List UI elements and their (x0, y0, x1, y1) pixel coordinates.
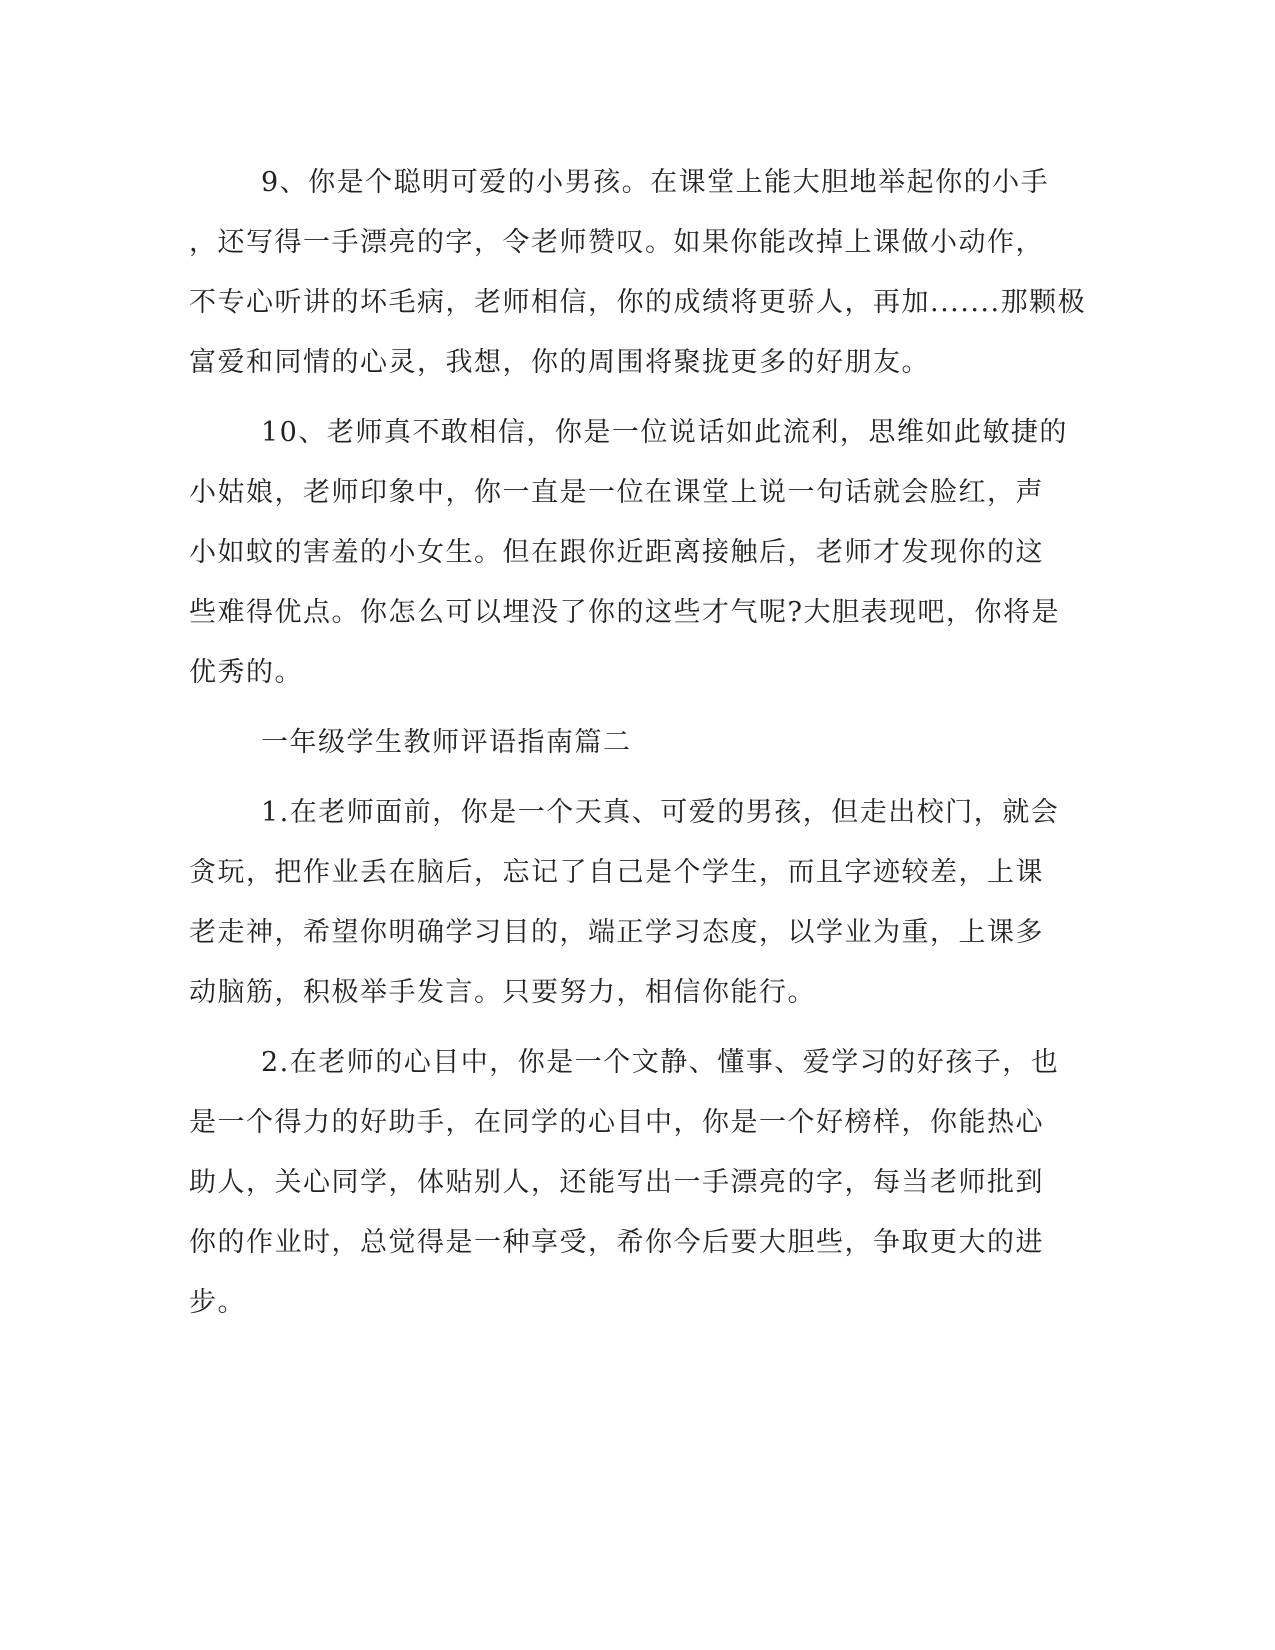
paragraph-line: 些难得优点。你怎么可以埋没了你的这些才气呢?大胆表现吧，你将是 (189, 597, 1060, 628)
paragraph-line: 小如蚊的害羞的小女生。但在跟你近距离接触后，老师才发现你的这 (189, 537, 1044, 568)
paragraph-spacer (189, 393, 1089, 403)
paragraph-line: 老走神，希望你明确学习目的，端正学习态度，以学业为重，上课多 (189, 917, 1044, 948)
paragraph-line: 步。 (189, 1287, 246, 1318)
section-heading: 一年级学生教师评语指南篇二 (261, 727, 632, 758)
paragraph-line: 不专心听讲的坏毛病，老师相信，你的成绩将更骄人，再加.......那颗极 (189, 287, 1087, 318)
paragraph-line: 助人，关心同学，体贴别人，还能写出一手漂亮的字，每当老师批到 (189, 1167, 1044, 1198)
paragraph-line: 你的作业时，总觉得是一种享受，希你今后要大胆些，争取更大的进 (189, 1227, 1044, 1258)
paragraph-line: 小姑娘，老师印象中，你一直是一位在课堂上说一句话就会脸红，声 (189, 477, 1044, 508)
paragraph-line: 富爱和同情的心灵，我想，你的周围将聚拢更多的好朋友。 (189, 347, 930, 378)
paragraph-spacer (189, 703, 1089, 713)
paragraph-spacer (189, 1023, 1089, 1033)
paragraph-line: 优秀的。 (189, 657, 303, 688)
paragraph-9 (189, 153, 1089, 393)
paragraph-line: 9、你是个聪明可爱的小男孩。在课堂上能大胆地举起你的小手 (261, 167, 1050, 198)
paragraph-spacer (189, 773, 1089, 783)
section-heading-block (189, 713, 1089, 773)
paragraph-line: 动脑筋，积极举手发言。只要努力，相信你能行。 (189, 977, 816, 1008)
paragraph-2 (189, 1033, 1089, 1333)
paragraph-line: 是一个得力的好助手，在同学的心目中，你是一个好榜样，你能热心 (189, 1107, 1044, 1138)
paragraph-line: 2.在老师的心目中，你是一个文静、懂事、爱学习的好孩子，也 (261, 1047, 1060, 1078)
paragraph-line: ，还写得一手漂亮的字，令老师赞叹。如果你能改掉上课做小动作， (189, 227, 1044, 258)
document-body (189, 153, 1089, 1333)
paragraph-line: 贪玩，把作业丢在脑后，忘记了自己是个学生，而且字迹较差，上课 (189, 857, 1044, 888)
paragraph-line: 10、老师真不敢相信，你是一位说话如此流利，思维如此敏捷的 (261, 417, 1068, 448)
paragraph-10 (189, 403, 1089, 703)
paragraph-line: 1.在老师面前，你是一个天真、可爱的男孩，但走出校门，就会 (261, 797, 1060, 828)
paragraph-1 (189, 783, 1089, 1023)
